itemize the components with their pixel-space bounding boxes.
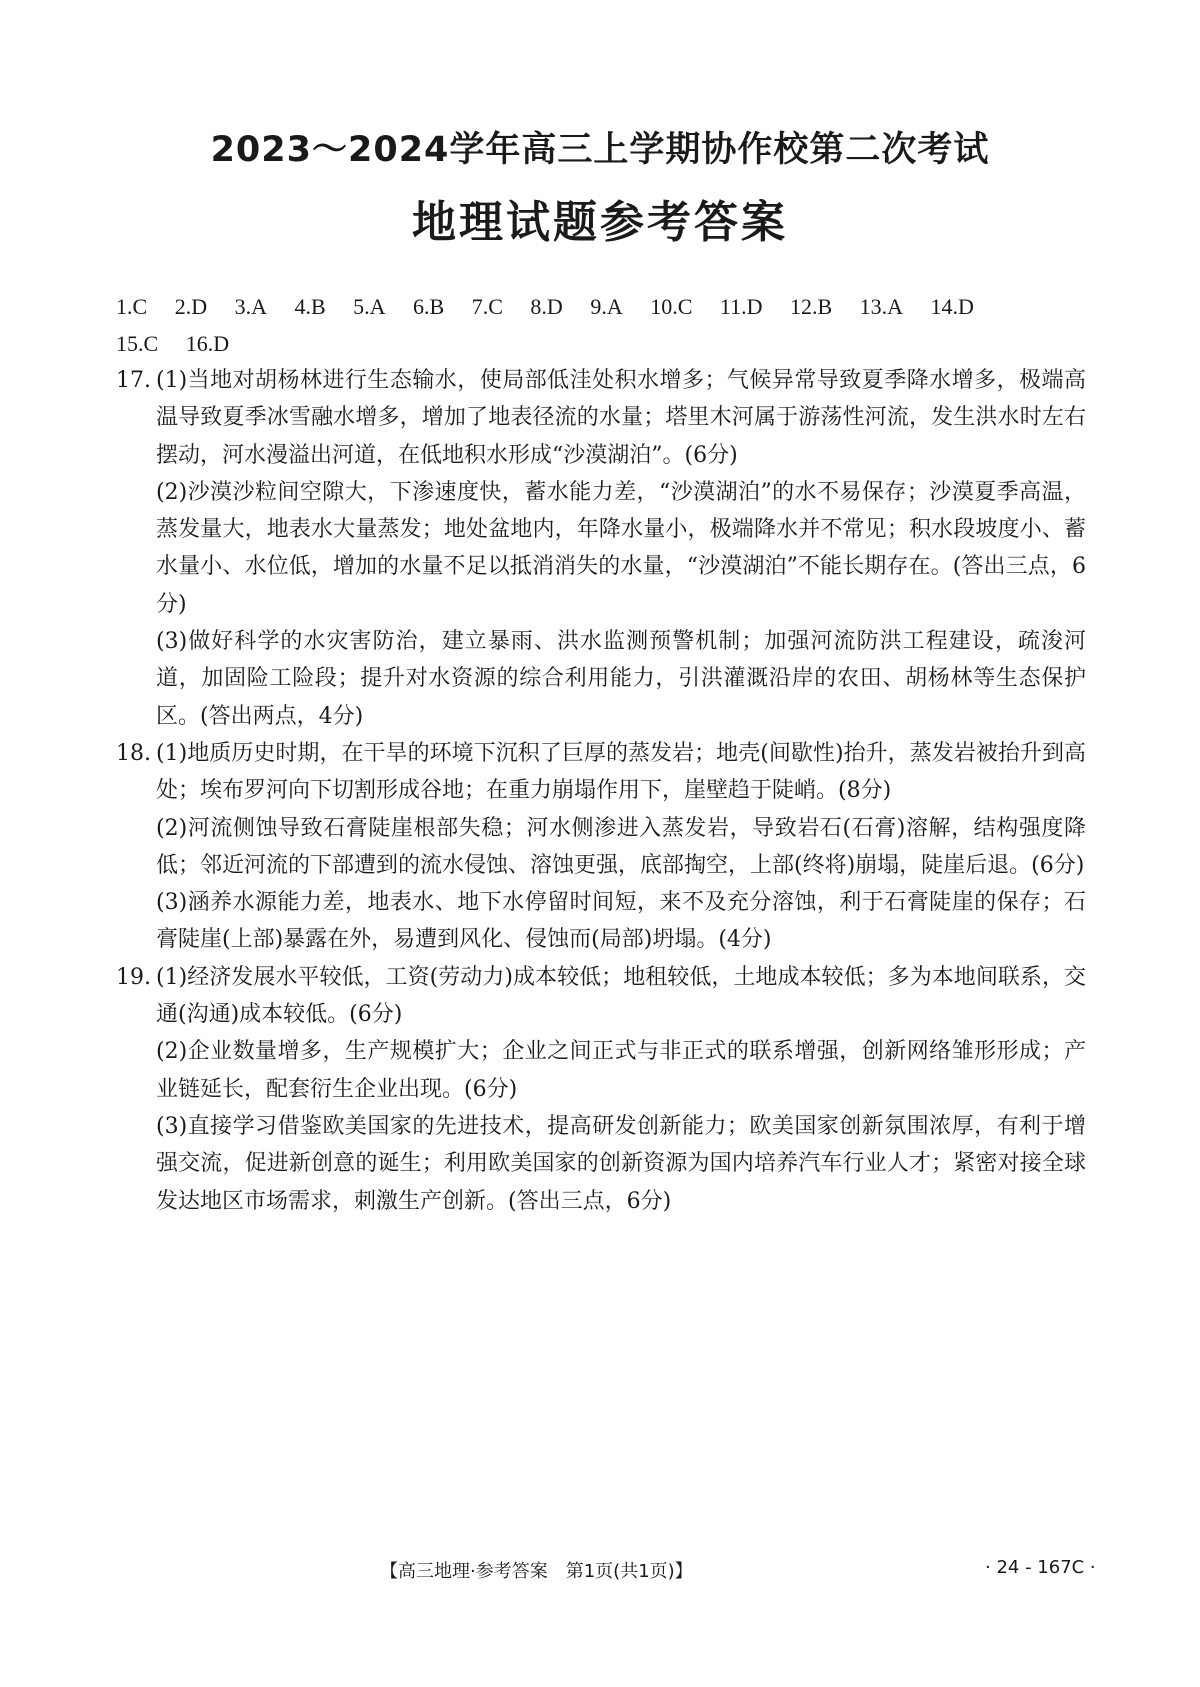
multiple-choice-answers (116, 288, 1096, 362)
mc-row-1 (116, 288, 1096, 325)
mc-answer: 9.A (590, 294, 623, 319)
answer-part: (2)企业数量增多，生产规模扩大；企业之间正式与非正式的联系增强，创新网络雏形形成；产业链延长，配套衍生企业出现。(6分) (156, 1039, 1086, 1102)
page-title: 地理试题参考答案 (412, 197, 788, 248)
exam-title: 2023～2024学年高三上学期协作校第二次考试 (210, 130, 990, 170)
mc-answer: 7.C (471, 294, 503, 319)
mc-answer: 1.C (116, 294, 148, 319)
question-number: 19. (116, 964, 151, 990)
answer-part: (2)沙漠沙粒间空隙大，下渗速度快，蓄水能力差，“沙漠湖泊”的水不易保存；沙漠夏季高温，蒸发量大，地表水大量蒸发；地处盆地内，年降水量小，极端降水并不常见；积水段坡度小、蓄水量小、水位低，增加的水量不足以抵消消失的水量，“沙漠湖泊”不能长期存在。(答出三点，6分) (156, 479, 1086, 617)
essay-answers (116, 362, 1086, 1220)
answer-part: (3)直接学习借鉴欧美国家的先进技术，提高研发创新能力；欧美国家创新氛围浓厚，有利于增强交流，促进新创意的诞生；利用欧美国家的创新资源为国内培养汽车行业人才；紧密对接全球发达地区市场需求，刺激生产创新。(答出三点，6分) (156, 1113, 1086, 1214)
footer-page-info: 【高三地理·参考答案 第1页(共1页)】 (380, 1561, 693, 1582)
mc-answer: 5.A (353, 294, 386, 319)
mc-answer: 15.C (116, 331, 159, 356)
mc-answer: 8.D (530, 294, 563, 319)
question-18 (116, 735, 1086, 959)
answer-part: (1)经济发展水平较低，工资(劳动力)成本较低；地租较低，土地成本较低；多为本地间联系，交通(沟通)成本较低。(6分) (156, 964, 1086, 1028)
question-17 (116, 362, 1086, 735)
mc-row-2 (116, 325, 1096, 362)
mc-answer: 6.B (413, 294, 445, 319)
mc-answer: 11.D (719, 294, 763, 319)
question-number: 18. (116, 740, 151, 766)
answer-part: (3)做好科学的水灾害防治，建立暴雨、洪水监测预警机制；加强河流防洪工程建设，疏浚河道，加固险工险段；提升对水资源的综合利用能力，引洪灌溉沿岸的农田、胡杨林等生态保护区。(答出两点，4分) (156, 629, 1086, 729)
mc-answer: 10.C (650, 294, 693, 319)
question-number: 17. (116, 368, 151, 393)
answer-part: (3)涵养水源能力差，地表水、地下水停留时间短，来不及充分溶蚀，利于石膏陡崖的保存；石膏陡崖(上部)暴露在外，易遭到风化、侵蚀而(局部)坍塌。(4分) (156, 890, 1086, 953)
mc-answer: 14.D (930, 294, 974, 319)
mc-answer: 16.D (185, 331, 230, 356)
footer-exam-code: · 24 - 167C · (985, 1557, 1096, 1578)
question-19 (116, 959, 1086, 1220)
mc-answer: 2.D (174, 294, 208, 319)
mc-answer: 4.B (294, 294, 326, 319)
mc-answer: 12.B (789, 294, 833, 319)
mc-answer: 3.A (234, 294, 267, 319)
answer-part: (1)当地对胡杨林进行生态输水，使局部低洼处积水增多；气候异常导致夏季降水增多，极端高温导致夏季冰雪融水增多，增加了地表径流的水量；塔里木河属于游荡性河流，发生洪水时左右摆动，河水漫溢出河道，在低地积水形成“沙漠湖泊”。(6分) (156, 368, 1086, 468)
mc-answer: 13.A (859, 294, 904, 319)
answer-part: (2)河流侧蚀导致石膏陡崖根部失稳；河水侧渗进入蒸发岩，导致岩石(石膏)溶解，结构强度降低；邻近河流的下部遭到的流水侵蚀、溶蚀更强，底部掏空，上部(终将)崩塌，陡崖后退。(6分) (156, 815, 1086, 878)
answer-part: (1)地质历史时期，在干旱的环境下沉积了巨厚的蒸发岩；地壳(间歇性)抬升，蒸发岩被抬升到高处；埃布罗河向下切割形成谷地；在重力崩塌作用下，崖壁趋于陡峭。(8分) (156, 740, 1086, 804)
